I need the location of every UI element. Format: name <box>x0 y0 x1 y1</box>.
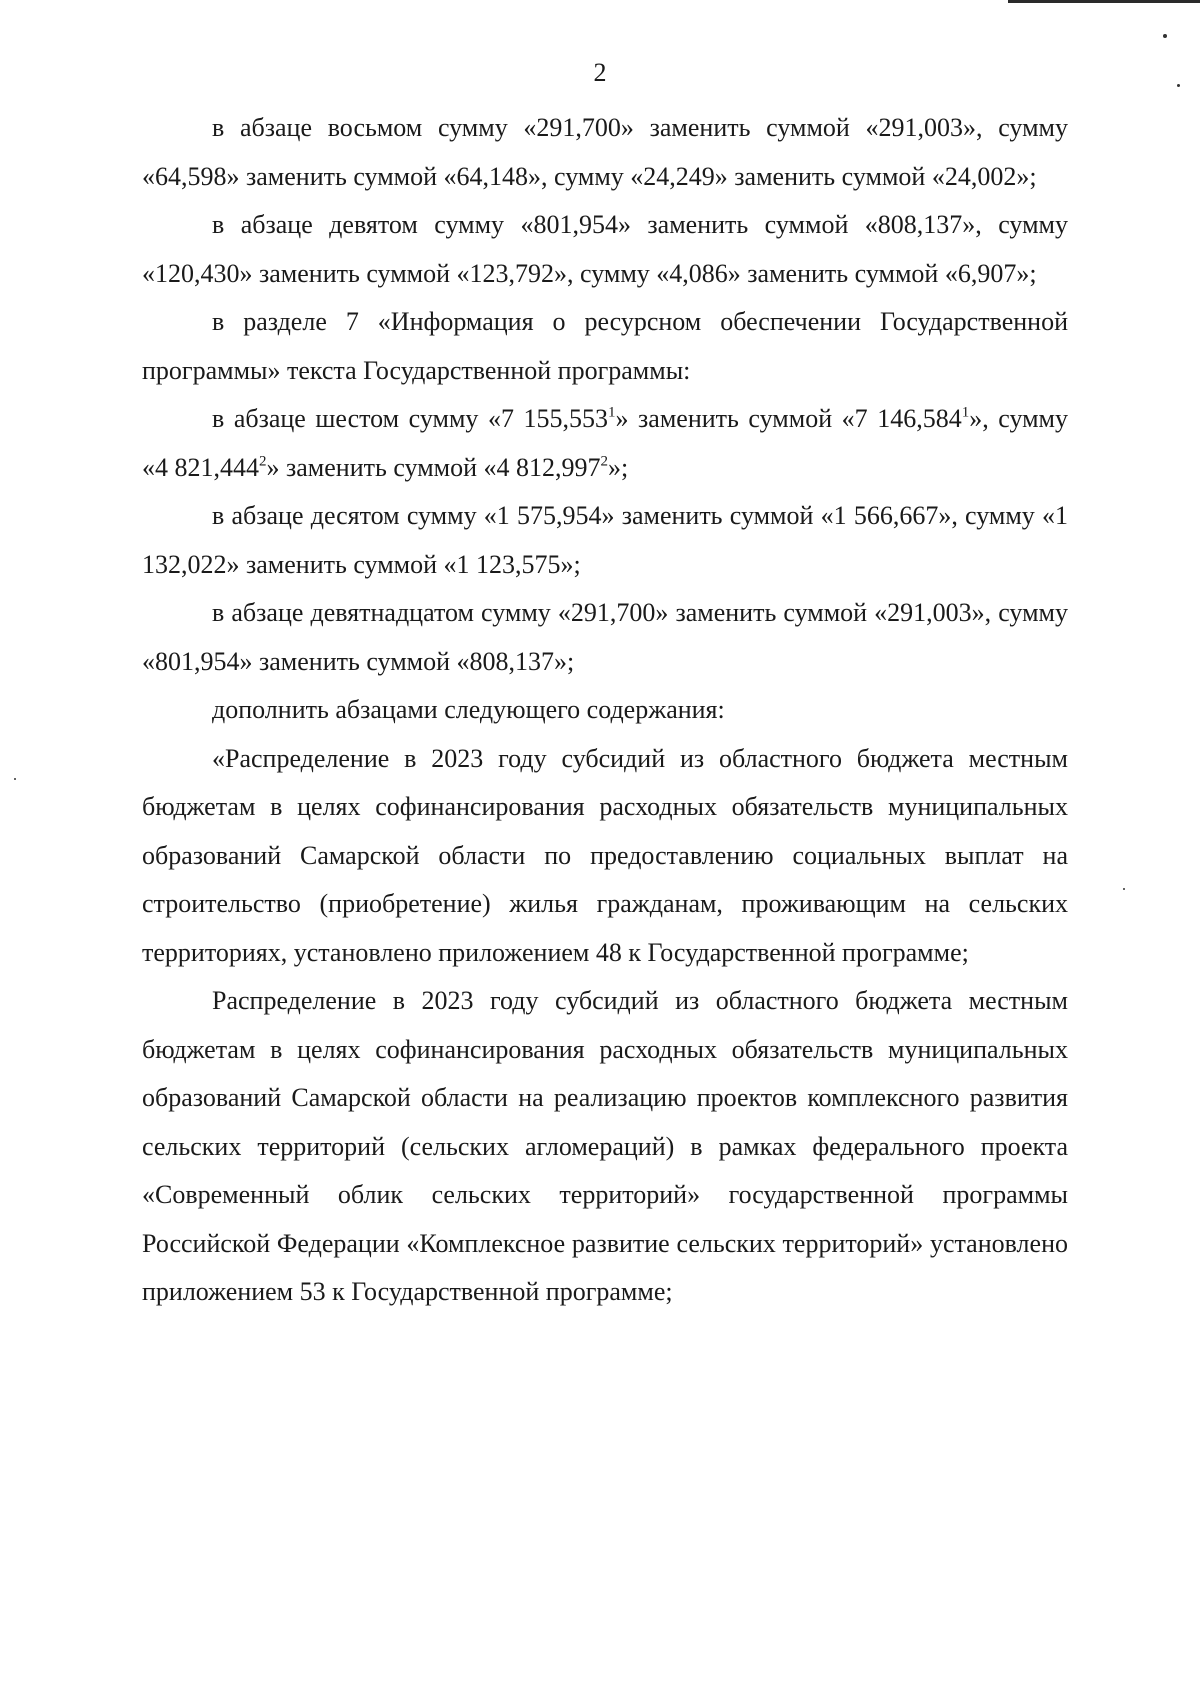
paragraph-text: », сумму «4 821,444 <box>142 404 1069 482</box>
paragraph-text: в абзаце девятнадцатом сумму «291,700» заменить суммой «291,003», сумму «801,954» заменить суммой «808,137»; <box>142 598 1068 676</box>
body-paragraph <box>142 977 1068 1317</box>
body-paragraph <box>142 201 1068 298</box>
body-paragraph <box>142 492 1068 589</box>
paragraph-text: » заменить суммой «4 812,997 <box>266 452 601 482</box>
paragraph-text: Распределение в 2023 году субсидий из областного бюджета местным бюджетам в целях софинансирования расходных обязательств муниципальных образований Самарской области на реализацию проектов комплексного развития сельских территорий (сельских агломераций) в рамках федерального проекта «Современный облик сельских территорий» государственной программы Российской Федерации «Комплексное развитие сельских территорий» установлено приложением 53 к Государственной программе; <box>142 986 1068 1306</box>
paragraph-text: в абзаце шестом сумму «7 155,553 <box>212 404 608 433</box>
paragraph-text: в разделе 7 «Информация о ресурсном обеспечении Государственной программы» текста Государственной программы: <box>142 307 1068 385</box>
body-paragraph <box>142 686 1068 735</box>
body-paragraph <box>142 735 1068 978</box>
page-number: 2 <box>593 58 607 87</box>
scan-speck <box>1163 34 1167 38</box>
body-paragraph <box>142 395 1068 492</box>
scan-speck <box>14 778 16 780</box>
paragraph-text: в абзаце восьмом сумму «291,700» заменить суммой «291,003», сумму «64,598» заменить суммой «64,148», сумму «24,249» заменить суммой «24,002»; <box>142 113 1068 191</box>
paragraph-text: «Распределение в 2023 году субсидий из областного бюджета местным бюджетам в целях софинансирования расходных обязательств муниципальных образований Самарской области по предоставлению социальных выплат на строительство (приобретение) жилья гражданам, проживающим на сельских территориях, установлено приложением 48 к Государственной программе; <box>142 743 1068 967</box>
paragraph-text: в абзаце десятом сумму «1 575,954» заменить суммой «1 566,667», сумму «1 132,022» заменить суммой «1 123,575»; <box>142 501 1068 579</box>
paragraph-text: в абзаце девятом сумму «801,954» заменить суммой «808,137», сумму «120,430» заменить суммой «123,792», сумму «4,086» заменить суммой «6,907»; <box>142 210 1068 288</box>
footnote-marker: 2 <box>600 453 609 469</box>
footnote-marker: 1 <box>961 404 970 421</box>
footnote-marker: 1 <box>608 404 616 421</box>
scan-speck <box>1123 888 1125 890</box>
footnote-marker: 2 <box>259 453 267 469</box>
body-paragraph <box>142 589 1068 686</box>
paragraph-text: »; <box>608 452 629 482</box>
document-body <box>142 104 1068 1317</box>
top-scan-rule <box>1008 0 1200 3</box>
body-paragraph <box>142 104 1068 201</box>
body-paragraph <box>142 298 1068 395</box>
paragraph-text: » заменить суммой «7 146,584 <box>615 404 962 433</box>
paragraph-text: дополнить абзацами следующего содержания: <box>212 695 725 724</box>
